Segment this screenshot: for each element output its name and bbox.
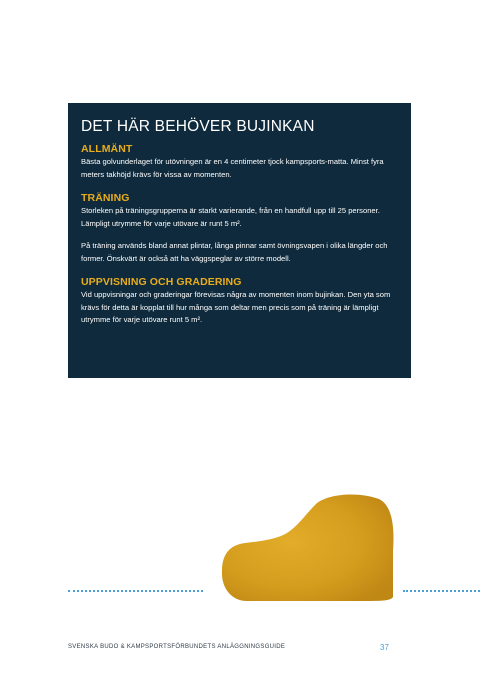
gold-shape-path — [222, 494, 394, 601]
section-paragraph: På träning används bland annat plintar, långa pinnar samt övningsvapen i olika längder och former. Önskvärt är också att ha väggspeglar av större modell. — [81, 241, 388, 263]
decorative-gold-shape — [219, 493, 395, 601]
info-box — [68, 103, 411, 378]
section-heading-traning: TRÄNING — [81, 192, 130, 204]
page-number: 37 — [380, 643, 389, 652]
section-paragraph: Bästa golvunderlaget för utövningen är en 4 centimeter tjock kampsports-matta. Minst fyra meters takhöjd krävs för vissa av momenten. — [81, 157, 384, 179]
section-heading-uppvisning: UPPVISNING OCH GRADERING — [81, 276, 242, 288]
section-paragraph: Vid uppvisningar och graderingar förevisas några av momenten inom bujinkan. Den yta som krävs för detta är kopplat till hur många som deltar men precis som på träning är lämpligt utrymme för varje utövare runt 5 m². — [81, 290, 391, 324]
box-title: DET HÄR BEHÖVER BUJINKAN — [81, 118, 315, 135]
dotted-divider-right — [403, 590, 480, 592]
dotted-divider-left — [68, 590, 203, 592]
section-heading-allmant: ALLMÄNT — [81, 143, 133, 155]
section-paragraph: Storleken på träningsgrupperna är starkt varierande, från en handfull upp till 25 personer. Lämpligt utrymme för varje utövare är runt 5 m². — [81, 206, 380, 228]
footer-publication-title: SVENSKA BUDO & KAMPSPORTSFÖRBUNDETS ANLÄGGNINGSGUIDE — [68, 644, 286, 650]
